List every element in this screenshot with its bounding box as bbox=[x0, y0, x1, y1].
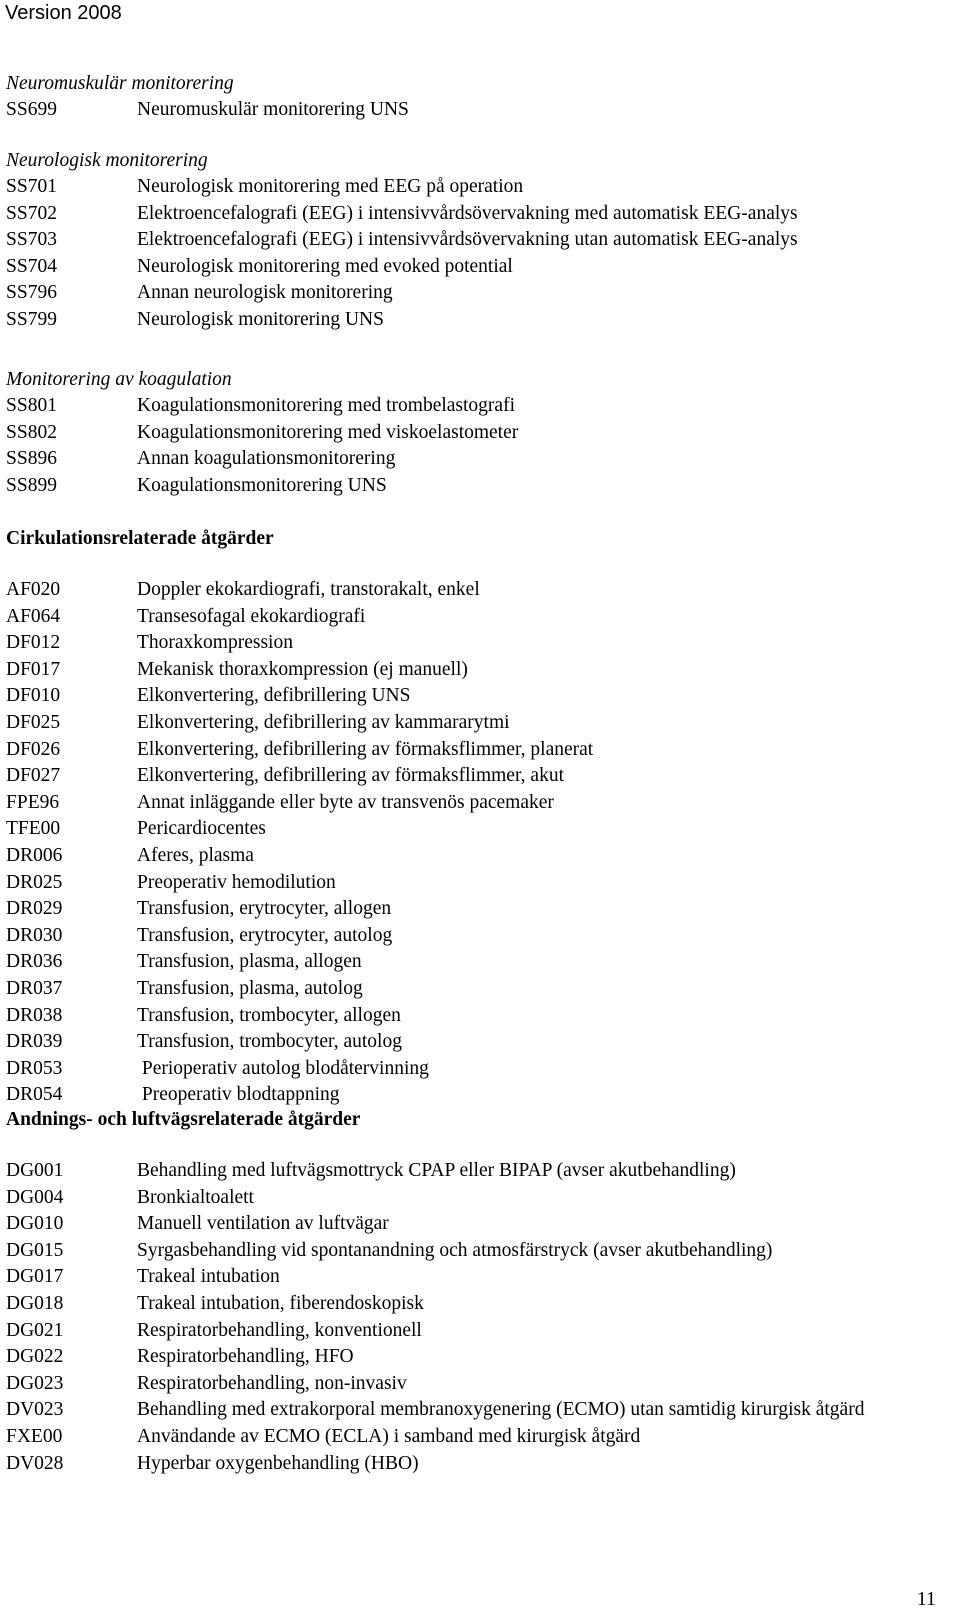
procedure-description: Transfusion, erytrocyter, allogen bbox=[137, 898, 392, 920]
procedure-description: Mekanisk thoraxkompression (ej manuell) bbox=[137, 658, 468, 680]
code-row bbox=[6, 896, 950, 923]
procedure-description: Behandling med luftvägsmottryck CPAP eller BIPAP (avser akutbehandling) bbox=[137, 1160, 736, 1181]
procedure-description: Transfusion, plasma, allogen bbox=[137, 951, 362, 973]
procedure-description: Aferes, plasma bbox=[137, 844, 254, 866]
code-row bbox=[6, 710, 950, 737]
procedure-code: DR036 bbox=[6, 951, 63, 973]
section-title-circulation: Cirkulationsrelaterade åtgärder bbox=[6, 528, 274, 549]
code-row bbox=[6, 1424, 950, 1451]
procedure-description: Preoperativ blodtappning bbox=[137, 1084, 340, 1106]
procedure-description: Koagulationsmonitorering UNS bbox=[137, 474, 387, 496]
procedure-code: FXE00 bbox=[6, 1425, 63, 1447]
procedure-code: SS796 bbox=[6, 282, 57, 304]
procedure-code: FPE96 bbox=[6, 791, 60, 813]
code-row bbox=[6, 1003, 950, 1030]
code-row bbox=[6, 1371, 950, 1398]
code-row bbox=[6, 949, 950, 976]
procedure-code: DR037 bbox=[6, 977, 63, 999]
procedure-code: SS802 bbox=[6, 421, 57, 443]
procedure-description: Transfusion, trombocyter, allogen bbox=[137, 1004, 401, 1026]
code-row bbox=[6, 1264, 950, 1291]
procedure-code: AF020 bbox=[6, 579, 61, 600]
code-row bbox=[6, 473, 950, 500]
procedure-description: Elkonvertering, defibrillering UNS bbox=[137, 685, 411, 707]
procedure-code: TFE00 bbox=[6, 818, 61, 840]
procedure-code: DR006 bbox=[6, 844, 63, 866]
procedure-description: Doppler ekokardiografi, transtorakalt, enkel bbox=[137, 579, 480, 600]
procedure-code: DR029 bbox=[6, 898, 63, 920]
procedure-description: Thoraxkompression bbox=[137, 632, 293, 654]
procedure-description: Elektroencefalografi (EEG) i intensivvårdsövervakning utan automatisk EEG-analys bbox=[137, 229, 798, 251]
procedure-code: DG015 bbox=[6, 1239, 64, 1261]
procedure-code: DF017 bbox=[6, 658, 61, 680]
procedure-code: DG021 bbox=[6, 1319, 64, 1341]
procedure-code: DG001 bbox=[6, 1160, 64, 1181]
procedure-description: Neurologisk monitorering UNS bbox=[137, 308, 384, 330]
procedure-description: Preoperativ hemodilution bbox=[137, 871, 336, 893]
procedure-code: DF012 bbox=[6, 632, 61, 654]
code-row bbox=[6, 1185, 950, 1212]
code-row bbox=[6, 1056, 950, 1083]
procedure-description: Transfusion, trombocyter, autolog bbox=[137, 1031, 402, 1053]
code-row bbox=[6, 1397, 950, 1424]
section-rows-circulation bbox=[6, 577, 950, 1109]
procedure-description: Elektroencefalografi (EEG) i intensivvårdsövervakning med automatisk EEG-analys bbox=[137, 202, 798, 224]
procedure-description: Syrgasbehandling vid spontanandning och atmosfärstryck (avser akutbehandling) bbox=[137, 1239, 773, 1261]
procedure-description: Behandling med extrakorporal membranoxygenering (ECMO) utan samtidig kirurgisk åtgärd bbox=[137, 1399, 865, 1421]
code-row bbox=[6, 1344, 950, 1371]
code-row bbox=[6, 1029, 950, 1056]
section-rows-neurological bbox=[6, 174, 950, 334]
code-row bbox=[6, 657, 950, 684]
code-row bbox=[6, 630, 950, 657]
procedure-description: Neurologisk monitorering med evoked potential bbox=[137, 255, 513, 277]
procedure-code: AF064 bbox=[6, 605, 61, 627]
procedure-code: SS899 bbox=[6, 474, 57, 496]
procedure-description: Användande av ECMO (ECLA) i samband med kirurgisk åtgärd bbox=[137, 1425, 641, 1447]
code-row bbox=[6, 604, 950, 631]
code-row bbox=[6, 1318, 950, 1345]
procedure-description: Pericardiocentes bbox=[137, 818, 266, 840]
page-number: 11 bbox=[916, 1588, 936, 1610]
code-row bbox=[6, 420, 950, 447]
procedure-code: DF025 bbox=[6, 711, 61, 733]
code-row bbox=[6, 201, 950, 228]
code-row bbox=[6, 446, 950, 473]
code-row bbox=[6, 280, 950, 307]
code-row bbox=[6, 1238, 950, 1265]
code-row bbox=[6, 1291, 950, 1318]
code-row bbox=[6, 816, 950, 843]
code-row bbox=[6, 577, 950, 604]
code-row bbox=[6, 683, 950, 710]
procedure-description: Annat inläggande eller byte av transvenös pacemaker bbox=[137, 791, 554, 813]
procedure-description: Elkonvertering, defibrillering av förmaksflimmer, akut bbox=[137, 765, 565, 787]
procedure-description: Elkonvertering, defibrillering av kammararytmi bbox=[137, 711, 510, 733]
procedure-description: Transfusion, plasma, autolog bbox=[137, 977, 363, 999]
procedure-description: Respiratorbehandling, non-invasiv bbox=[137, 1372, 407, 1394]
procedure-code: DG017 bbox=[6, 1266, 64, 1288]
procedure-code: DG004 bbox=[6, 1186, 64, 1208]
code-row bbox=[6, 307, 950, 334]
procedure-code: DG010 bbox=[6, 1213, 64, 1235]
procedure-description: Annan koagulationsmonitorering bbox=[137, 448, 396, 470]
procedure-code: DR053 bbox=[6, 1057, 63, 1079]
procedure-description: Trakeal intubation bbox=[137, 1266, 280, 1288]
procedure-description: Neuromuskulär monitorering UNS bbox=[137, 99, 409, 120]
procedure-code: SS704 bbox=[6, 255, 57, 277]
section-rows-respiratory bbox=[6, 1158, 950, 1477]
procedure-code: DV028 bbox=[6, 1452, 64, 1474]
code-row bbox=[6, 870, 950, 897]
code-row bbox=[6, 843, 950, 870]
procedure-description: Elkonvertering, defibrillering av förmaksflimmer, planerat bbox=[137, 738, 594, 760]
code-row bbox=[6, 1211, 950, 1238]
procedure-code: SS799 bbox=[6, 308, 57, 330]
code-row bbox=[6, 174, 950, 201]
procedure-code: DG023 bbox=[6, 1372, 64, 1394]
procedure-code: DR054 bbox=[6, 1084, 63, 1106]
section-title-neuromuscular: Neuromuskulär monitorering bbox=[6, 73, 234, 94]
procedure-code: DF010 bbox=[6, 685, 61, 707]
code-row bbox=[6, 1451, 950, 1478]
procedure-code: SS896 bbox=[6, 448, 57, 470]
procedure-description: Perioperativ autolog blodåtervinning bbox=[137, 1057, 429, 1079]
code-row bbox=[6, 790, 950, 817]
section-rows-neuromuscular bbox=[6, 97, 950, 124]
procedure-description: Hyperbar oxygenbehandling (HBO) bbox=[137, 1452, 419, 1474]
procedure-description: Respiratorbehandling, HFO bbox=[137, 1346, 354, 1368]
procedure-code: SS701 bbox=[6, 176, 57, 197]
procedure-code: DR039 bbox=[6, 1031, 63, 1053]
procedure-code: DR025 bbox=[6, 871, 63, 893]
code-row bbox=[6, 227, 950, 254]
code-row bbox=[6, 254, 950, 281]
code-row bbox=[6, 763, 950, 790]
code-row bbox=[6, 97, 950, 124]
procedure-description: Transfusion, erytrocyter, autolog bbox=[137, 924, 393, 946]
code-row bbox=[6, 393, 950, 420]
procedure-code: DR038 bbox=[6, 1004, 63, 1026]
procedure-description: Manuell ventilation av luftvägar bbox=[137, 1213, 389, 1235]
code-row bbox=[6, 1082, 950, 1109]
procedure-description: Transesofagal ekokardiografi bbox=[137, 605, 366, 627]
procedure-code: DG022 bbox=[6, 1346, 64, 1368]
procedure-description: Koagulationsmonitorering med viskoelastometer bbox=[137, 421, 519, 443]
procedure-description: Neurologisk monitorering med EEG på operation bbox=[137, 176, 524, 197]
code-row bbox=[6, 923, 950, 950]
code-row bbox=[6, 976, 950, 1003]
procedure-code: DG018 bbox=[6, 1292, 64, 1314]
procedure-code: DR030 bbox=[6, 924, 63, 946]
section-title-neurological: Neurologisk monitorering bbox=[6, 150, 208, 171]
procedure-code: DV023 bbox=[6, 1399, 64, 1421]
section-title-coagulation: Monitorering av koagulation bbox=[6, 369, 232, 390]
procedure-description: Koagulationsmonitorering med trombelastografi bbox=[137, 395, 515, 416]
code-row bbox=[6, 1158, 950, 1185]
procedure-code: SS702 bbox=[6, 202, 57, 224]
procedure-description: Bronkialtoalett bbox=[137, 1186, 254, 1208]
procedure-code: SS703 bbox=[6, 229, 57, 251]
section-rows-coagulation bbox=[6, 393, 950, 499]
code-row bbox=[6, 737, 950, 764]
procedure-description: Annan neurologisk monitorering bbox=[137, 282, 393, 304]
procedure-code: DF026 bbox=[6, 738, 61, 760]
section-title-respiratory: Andnings- och luftvägsrelaterade åtgärder bbox=[6, 1109, 361, 1130]
procedure-code: SS801 bbox=[6, 395, 57, 416]
procedure-description: Respiratorbehandling, konventionell bbox=[137, 1319, 422, 1341]
procedure-description: Trakeal intubation, fiberendoskopisk bbox=[137, 1292, 424, 1314]
procedure-code: SS699 bbox=[6, 99, 57, 120]
version-header: Version 2008 bbox=[5, 2, 122, 24]
procedure-code: DF027 bbox=[6, 765, 61, 787]
